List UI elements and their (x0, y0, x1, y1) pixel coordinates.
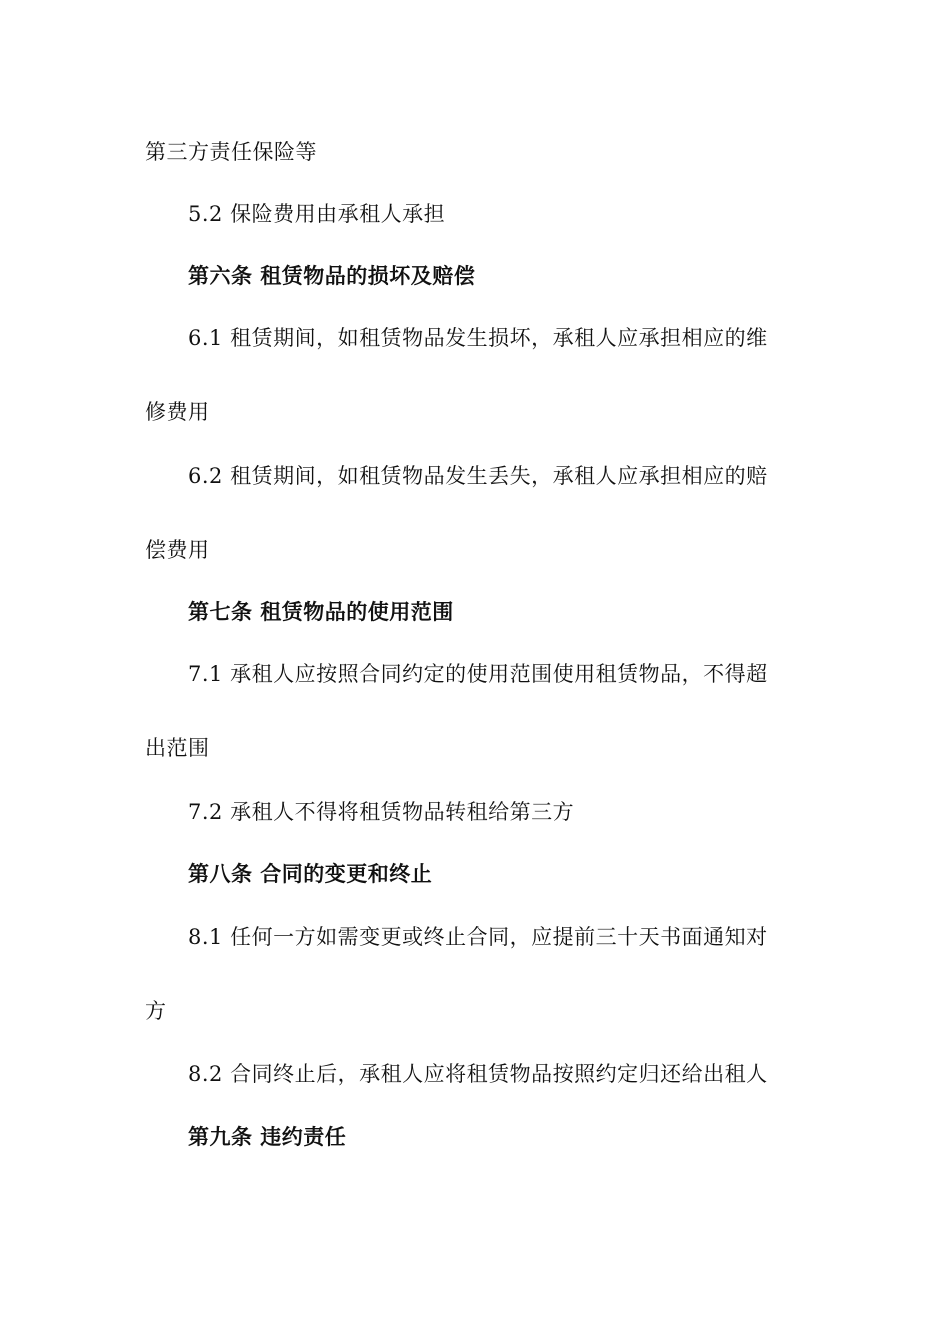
article-9-heading: 第九条 违约责任 (188, 1125, 347, 1149)
article-7-heading: 第七条 租赁物品的使用范围 (188, 600, 454, 624)
clause-8-2: 8.2 合同终止后，承租人应将租赁物品按照约定归还给出租人 (188, 1062, 768, 1086)
clause-5-2: 5.2 保险费用由承租人承担 (188, 202, 446, 226)
clause-7-1-continuation: 出范围 (145, 736, 210, 760)
clause-6-2: 6.2 租赁期间，如租赁物品发生丢失，承租人应承担相应的赔 (188, 464, 768, 488)
paragraph-continuation: 第三方责任保险等 (145, 140, 317, 164)
clause-8-1-continuation: 方 (145, 999, 167, 1023)
article-8-heading: 第八条 合同的变更和终止 (188, 862, 433, 886)
clause-6-2-continuation: 偿费用 (145, 538, 210, 562)
clause-6-1-continuation: 修费用 (145, 400, 210, 424)
article-6-heading: 第六条 租赁物品的损坏及赔偿 (188, 264, 476, 288)
clause-8-1: 8.1 任何一方如需变更或终止合同，应提前三十天书面通知对 (188, 925, 768, 949)
clause-7-2: 7.2 承租人不得将租赁物品转租给第三方 (188, 800, 575, 824)
clause-6-1: 6.1 租赁期间，如租赁物品发生损坏，承租人应承担相应的维 (188, 326, 768, 350)
clause-7-1: 7.1 承租人应按照合同约定的使用范围使用租赁物品，不得超 (188, 662, 768, 686)
